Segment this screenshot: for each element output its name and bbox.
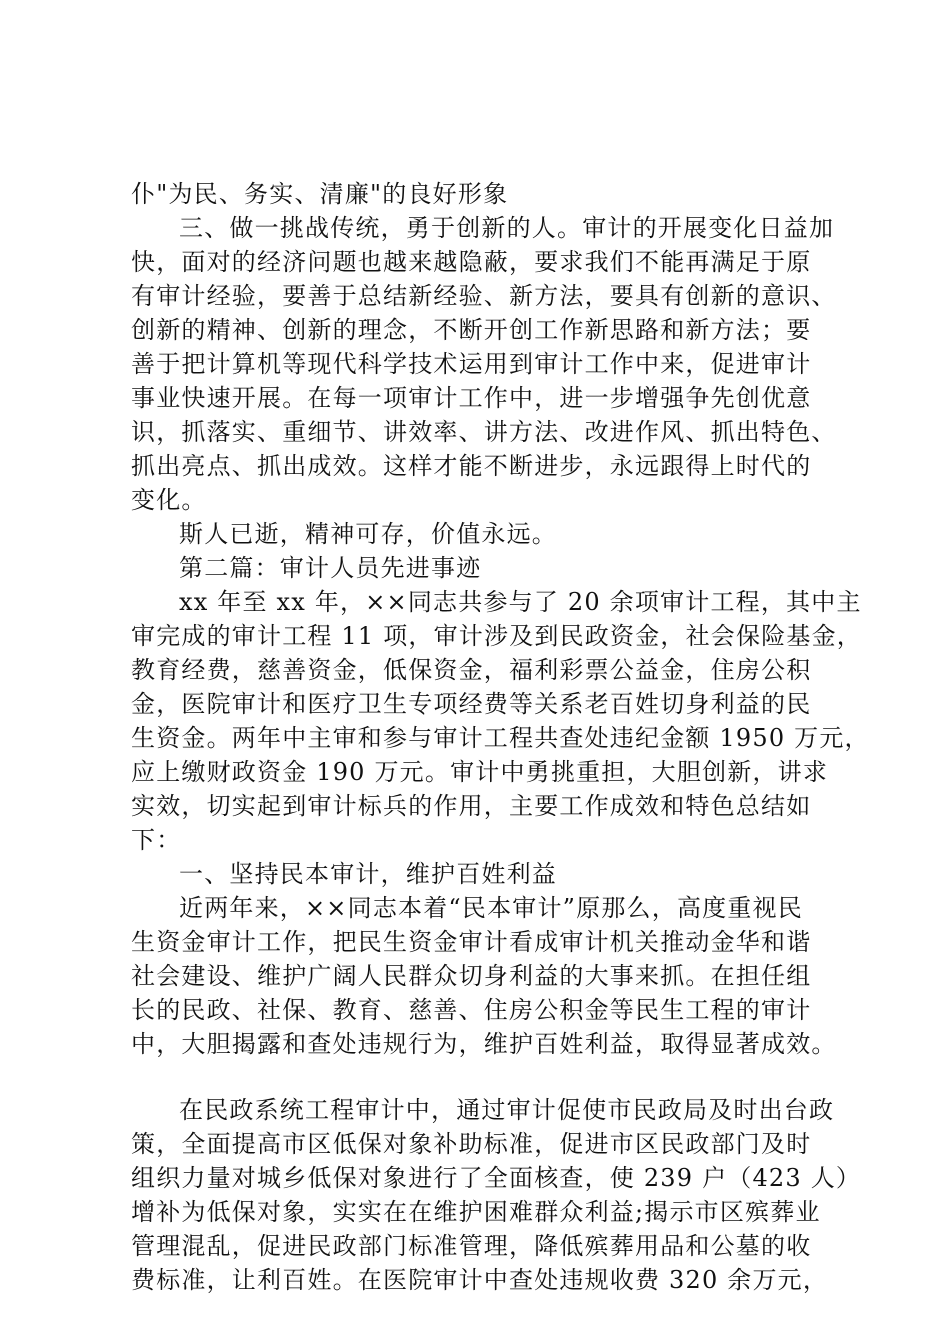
text-line: xx 年至 xx 年，××同志共参与了 20 余项审计工程，其中主 xyxy=(179,588,862,616)
text-line: 斯人已逝，精神可存，价值永远。 xyxy=(179,520,557,548)
text-line: 快，面对的经济问题也越来越隐蔽，要求我们不能再满足于原 xyxy=(131,248,812,276)
text-line: 审完成的审计工程 11 项，审计涉及到民政资金，社会保险基金， xyxy=(131,622,862,650)
text-line: 在民政系统工程审计中，通过审计促使市民政局及时出台政 xyxy=(179,1096,835,1124)
text-line: 教育经费，慈善资金，低保资金，福利彩票公益金，住房公积 xyxy=(131,656,812,684)
text-line: 有审计经验，要善于总结新经验、新方法，要具有创新的意识、 xyxy=(131,282,837,310)
text-line: 应上缴财政资金 190 万元。审计中勇挑重担，大胆创新，讲求 xyxy=(131,758,829,786)
text-line: 生资金。两年中主审和参与审计工程共查处违纪金额 1950 万元， xyxy=(131,724,870,752)
text-line: 识，抓落实、重细节、讲效率、讲方法、改进作风、抓出特色、 xyxy=(131,418,837,446)
text-line: 生资金审计工作，把民生资金审计看成审计机关推动金华和谐 xyxy=(131,928,812,956)
text-line: 善于把计算机等现代科学技术运用到审计工作中来，促进审计 xyxy=(131,350,812,378)
text-line: 策，全面提高市区低保对象补助标准，促进市区民政部门及时 xyxy=(131,1130,812,1158)
text-line: 社会建设、维护广阔人民群众切身利益的大事来抓。在担任组 xyxy=(131,962,812,990)
text-line: 创新的精神、创新的理念，不断开创工作新思路和新方法；要 xyxy=(131,316,812,344)
subheading: 一、坚持民本审计，维护百姓利益 xyxy=(179,860,557,888)
text-line: 中，大胆揭露和查处违规行为，维护百姓利益，取得显著成效。 xyxy=(131,1030,837,1058)
text-line: 实效，切实起到审计标兵的作用，主要工作成效和特色总结如 xyxy=(131,792,812,820)
text-line: 下： xyxy=(131,826,182,854)
text-line: 仆"为民、务实、清廉"的良好形象 xyxy=(131,180,509,208)
text-line: 变化。 xyxy=(131,486,207,514)
text-line: 近两年来，××同志本着“民本审计”原那么，高度重视民 xyxy=(179,894,803,922)
text-line: 管理混乱，促进民政部门标准管理，降低殡葬用品和公墓的收 xyxy=(131,1232,812,1260)
text-line: 抓出亮点、抓出成效。这样才能不断进步，永远跟得上时代的 xyxy=(131,452,812,480)
text-line: 增补为低保对象，实实在在维护困难群众利益;揭示市区殡葬业 xyxy=(131,1198,821,1226)
section-heading: 第二篇：审计人员先进事迹 xyxy=(179,554,482,582)
text-line: 三、做一挑战传统，勇于创新的人。审计的开展变化日益加 xyxy=(179,214,835,242)
text-line: 费标准，让利百姓。在医院审计中查处违规收费 320 余万元， xyxy=(131,1266,829,1294)
text-line: 组织力量对城乡低保对象进行了全面核查，使 239 户（423 人） xyxy=(131,1164,862,1192)
text-line: 事业快速开展。在每一项审计工作中，进一步增强争先创优意 xyxy=(131,384,812,412)
text-line: 长的民政、社保、教育、慈善、住房公积金等民生工程的审计 xyxy=(131,996,812,1024)
text-line: 金，医院审计和医疗卫生专项经费等关系老百姓切身利益的民 xyxy=(131,690,812,718)
